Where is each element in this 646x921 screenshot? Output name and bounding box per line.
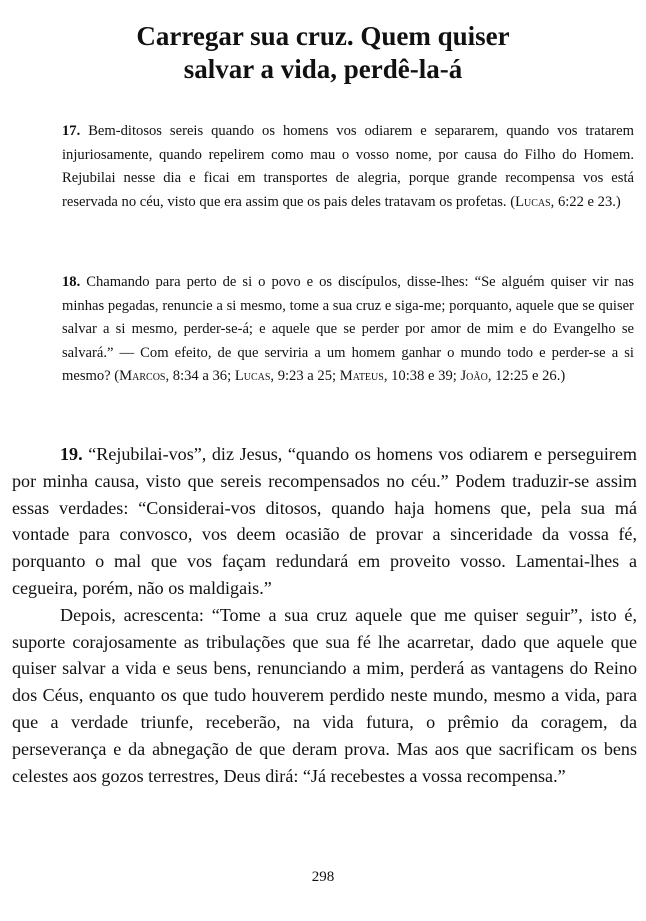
- quote-number: 17.: [62, 123, 81, 139]
- quote-text: Bem-ditosos sereis quando os homens vos odiarem e separarem, quando vos tratarem injuriosamente, quando repelirem como mau o vosso nome, por causa do Filho do Homem. Rejubilai nesse dia e ficai em transportes de alegria, porque grande recompensa vos está reservada no céu, visto que era assim que os pais deles tratavam os profetas. (: [62, 123, 634, 210]
- page-number: 298: [311, 869, 335, 885]
- reference-book: Lucas: [515, 193, 551, 210]
- reference-location: , 10:38 e 39;: [383, 368, 461, 385]
- page-title: [40, 20, 606, 86]
- reference-location: , 6:22 e 23.): [550, 193, 621, 210]
- reference-book: João: [460, 368, 488, 385]
- title-line-1: Carregar sua cruz. Quem quiser: [136, 21, 510, 51]
- reference-book: Marcos: [119, 368, 166, 385]
- commentary-number: 19.: [60, 444, 83, 464]
- reference-location: , 9:23 a 25;: [270, 368, 340, 385]
- reference-location: , 8:34 a 36;: [165, 368, 235, 385]
- commentary-paragraph-2: Depois, acrescenta: “Tome a sua cruz aquele que me quiser seguir”, isto é, suporte corajosamente as tribulações que sua fé lhe acarretar, dado que aquele que quiser salvar a vida e seus bens, renunciando a mim, perderá as vantagens do Reino dos Céus, enquanto os que tudo houverem perdido neste mundo, mesmo a vida, para que a verdade triunfe, receberão, na vida futura, o prêmio da coragem, da perseverança e da abnegação de que deram prova. Mas aos que sacrificam os bens celestes aos gozos terrestres, Deus dirá: “Já recebestes a vossa recompensa.”: [12, 604, 637, 786]
- title-line-2: salvar a vida, perdê-la-á: [183, 54, 463, 84]
- quote-text: Chamando para perto de si o povo e os discípulos, disse-lhes: “Se alguém quiser vir nas minhas pegadas, renuncie a si mesmo, tome a sua cruz e siga-me; porquanto, aquele que se quiser salvar a si mesmo, perder-se-á; e aquele que se perder por amor de mim e do Evangelho se salvará.” — Com efeito, de que serviria a um homem ganhar o mundo todo e perder-se a si mesmo? (: [62, 274, 634, 385]
- gospel-quote-17: [62, 120, 634, 214]
- gospel-quote-18: [62, 271, 634, 389]
- quote-number: 18.: [62, 274, 81, 290]
- commentary-text-1: “Rejubilai-vos”, diz Jesus, “quando os homens vos odiarem e perseguirem por minha causa, visto que sereis recompensados no céu.” Podem traduzir-se assim essas verdades: “Considerai-vos ditosos, quando haja homens que, pela sua má vontade para convosco, vos deem ocasião de provar a sinceridade da vossa fé, porquanto o mal que vos façam redundará em proveito vosso. Lamentai-lhes a cegueira, porém, não os maldigais.”: [12, 444, 637, 598]
- reference-book: Mateus: [339, 368, 384, 385]
- reference-book: Lucas: [234, 368, 271, 385]
- reference-location: , 12:25 e 26.): [487, 368, 566, 385]
- commentary-paragraph-1: [12, 441, 637, 602]
- commentary: [12, 441, 637, 789]
